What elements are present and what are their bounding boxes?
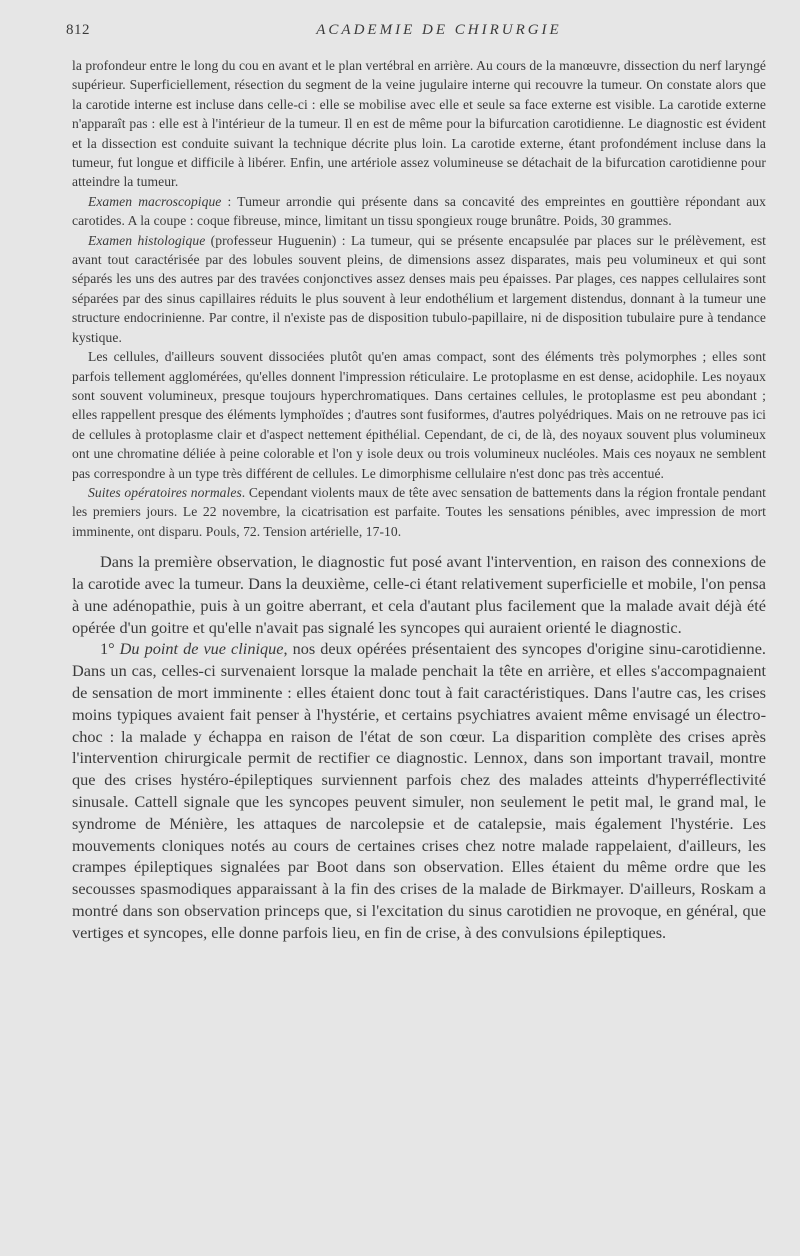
section-lead: Examen macroscopique <box>88 193 222 209</box>
paragraph-text: . Cependant violents maux de tête avec sensation de battements dans la région frontale pendant les premiers jours. Le 22 novembre, la cicatrisation est parfaite. Toutes les sensations pénibles, avec impression de mort imminente, ont disparu. Pouls, 72. Tension artérielle, 17-10. <box>72 484 767 539</box>
paragraph-text: (professeur Huguenin) : La tumeur, qui se présente encapsulée par places sur le prélèvement, est avant tout caractérisée par des lobules souvent pleins, de dimensions assez disparates, mais peu volumineux et qui sont séparés les uns des autres par des travées conjonctives assez denses mais peu épaisses. Par plages, ces nappes cellulaires sont séparées par des sinus capillaires réduits le plus souvent à leur endothélium et largement distendus, donnant à la tumeur une structure endocrinienne. Par contre, il n'existe pas de disposition tubulo-papillaire, ni de disposition tubulaire pure à tendance kystique. <box>72 232 766 345</box>
observation-text <box>72 56 766 541</box>
paragraph-operation <box>72 56 766 192</box>
page-header <box>66 22 766 48</box>
paragraph-macroscopic <box>72 192 766 231</box>
paragraph-cells <box>72 347 766 483</box>
section-lead: Suites opératoires normales <box>88 484 242 500</box>
paragraph-text: Dans la première observation, le diagnostic fut posé avant l'intervention, en raison des connexions de la carotide avec la tumeur. Dans la deuxième, celle-ci étant relativement superficielle et mobile, l'on pensa à une adénopathie, puis à un goitre aberrant, et cela d'autant plus facilement que la malade avait déjà été opérée d'un goitre et qu'elle n'avait pas signalé les syncopes qui auraient orienté le diagnostic. <box>72 552 766 637</box>
section-lead: Examen histologique <box>88 232 206 248</box>
paragraph-text: la profondeur entre le long du cou en avant et le plan vertébral en arrière. Au cours de la manœuvre, dissection du nerf laryngé supérieur. Superficiellement, résection du segment de la veine jugulaire interne qui recouvre la tumeur. On constate alors que la carotide interne est incluse dans celle-ci : elle se mobilise avec elle et seule sa face externe est visible. La carotide externe n'apparaît pas : elle est à l'intérieur de la tumeur. Il en est de même pour la bifurcation carotidienne. Le diagnostic est évident et la dissection est conduite suivant la technique décrite plus loin. La carotide externe, étant profondément incluse dans la tumeur, fut longue et difficile à libérer. Enfin, une artériole assez volumineuse se détachait de la bifurcation carotidienne pour atteindre la tumeur. <box>72 58 766 190</box>
running-title: ACADEMIE DE CHIRURGIE <box>316 22 562 38</box>
paragraph-diagnosis <box>72 551 766 638</box>
paragraph-text: , nos deux opérées présentaient des syncopes d'origine sinu-carotidienne. Dans un cas, celles-ci survenaient lorsque la malade penchait la tête en arrière, et elles s'accompagnaient de sensation de mort imminente : elles étaient donc tout à fait caractéristiques. Dans l'autre cas, les crises moins typiques avaient fait penser à l'hystérie, et certains psychiatres avaient même envisagé un électro-choc : la malade y échappa en raison de l'état de son cœur. La disparition complète des crises après l'intervention chirurgicale permit de rectifier ce diagnostic. Lennox, dans son important travail, montre que des crises hystéro-épileptiques surviennent parfois chez des malades atteints d'hyperréflectivité sinusale. Cattell signale que les syncopes peuvent simuler, non seulement le petit mal, le grand mal, le syndrome de Ménière, les attaques de narcolepsie et de catalepsie, mais également l'hystérie. Les mouvements cloniques notés au cours de certaines crises chez notre malade rappelaient, d'ailleurs, les crampes épileptiques signalées par Boot dans son observation. Elles étaient du même ordre que les secousses spasmodiques apparaissant à la fin des crises de la malade de Birkmayer. D'ailleurs, Roskam a montré dans son observation princeps que, si l'excitation du sinus carotidien ne provoque, en général, que vertiges et syncopes, elle donne parfois lieu, en fin de crise, à des convulsions épileptiques. <box>72 639 766 942</box>
paragraph-histologic <box>72 231 766 347</box>
section-number: 1° <box>100 639 120 659</box>
paragraph-text: Les cellules, d'ailleurs souvent dissociées plutôt qu'en amas compact, sont des éléments très polymorphes ; elles sont parfois tellement agglomérées, qu'elles donnent l'impression réticulaire. Le protoplasme en est dense, acidophile. Les noyaux sont souvent volumineux, presque toujours hyperchromatiques. Dans certaines cellules, le protoplasme est peu abondant ; elles rappellent presque des éléments lymphoïdes ; d'autres sont fusiformes, d'autres polyédriques. Mais on ne retrouve pas ici de cellules à protoplasme clair et d'aspect nettement épithélial. Cependant, de ci, de là, des noyaux souvent plus volumineux ont une chromatine déliée à peine colorable et l'on y isole deux ou trois volumineux nucléoles. Mais ces noyaux ne semblent pas correspondre à un type très différent de cellules. Le dimorphisme cellulaire n'est donc pas très accentué. <box>72 349 766 481</box>
paragraph-text: : Tumeur arrondie qui présente dans sa concavité des empreintes en gouttière répondant aux carotides. A la coupe : coque fibreuse, mince, limitant un tissu spongieux rouge brunâtre. Poids, 30 grammes. <box>72 193 766 229</box>
section-lead: Du point de vue clinique <box>119 639 284 659</box>
paragraph-postoperative <box>72 483 766 541</box>
discussion-text <box>72 551 766 943</box>
page-number: 812 <box>66 22 90 38</box>
paragraph-clinical <box>72 638 766 943</box>
